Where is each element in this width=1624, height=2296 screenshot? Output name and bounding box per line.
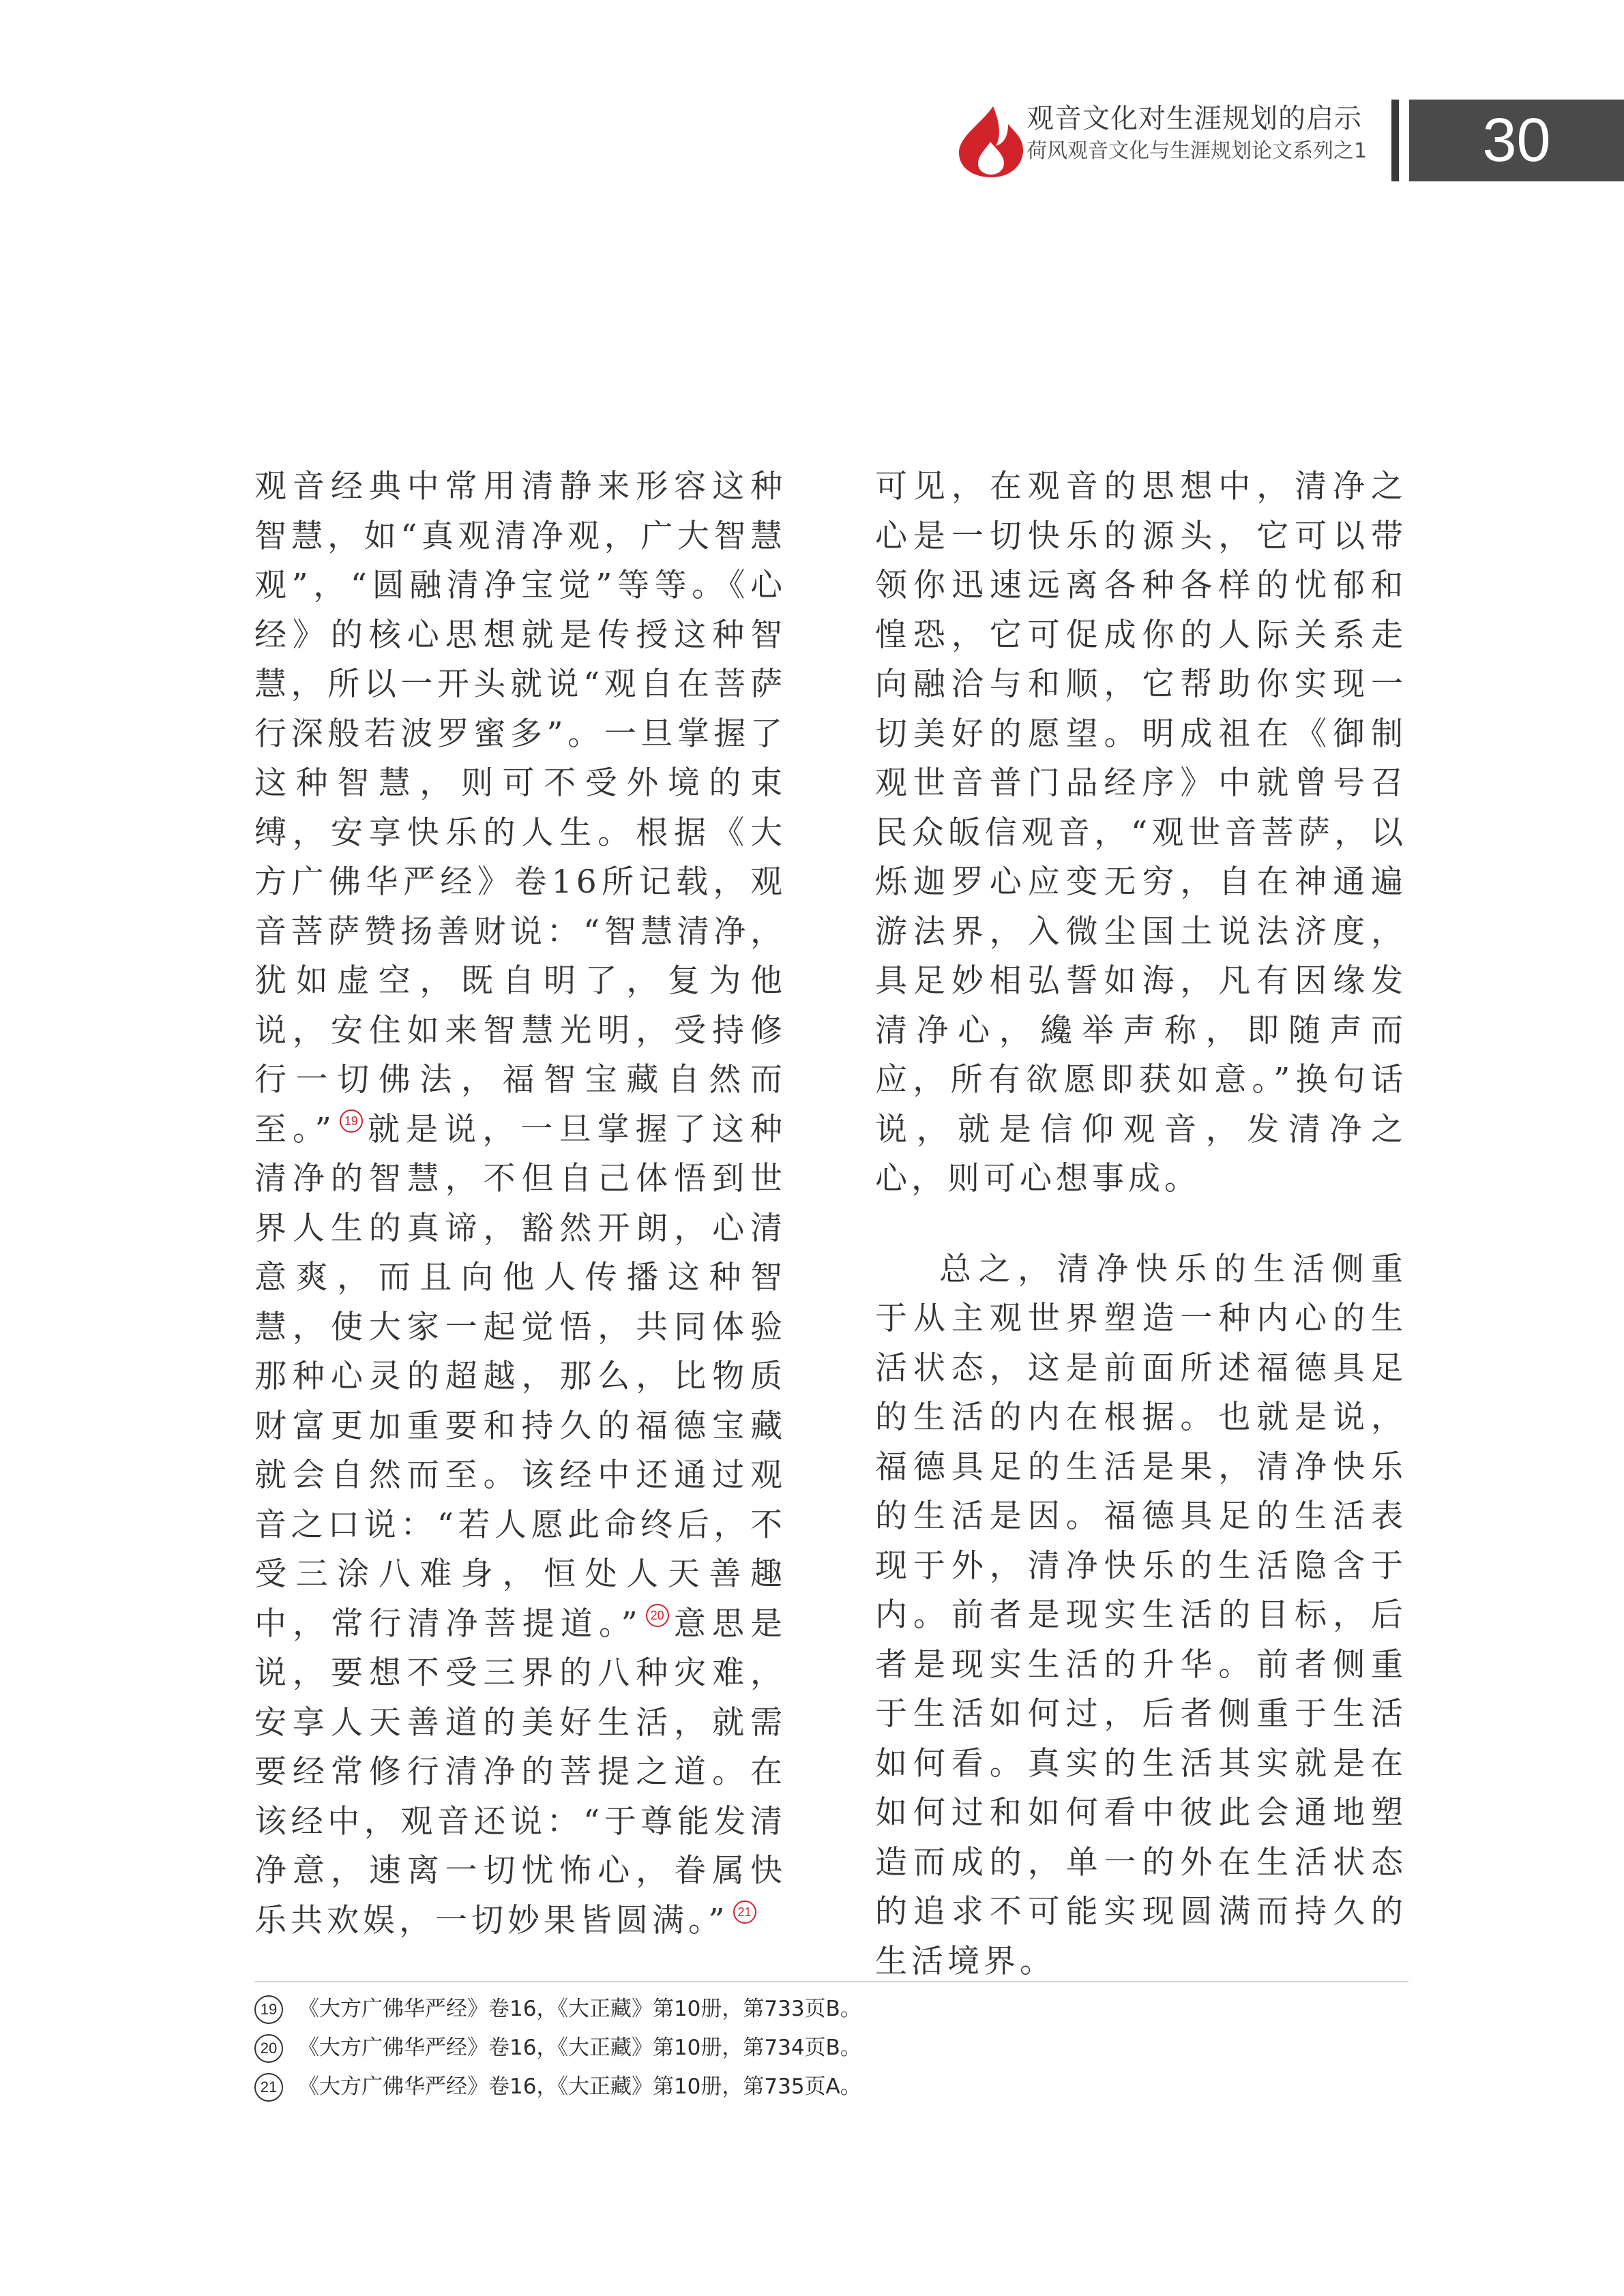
footnote-item (254, 2068, 1408, 2106)
left-paragraph (254, 462, 786, 1945)
header-subtitle: 荷风观音文化与生涯规划论文系列之1 (1027, 139, 1368, 163)
footnote-item (254, 1990, 1408, 2029)
footnote-item (254, 2029, 1408, 2068)
right-column (875, 462, 1407, 1986)
header-divider-bar (1391, 100, 1399, 181)
right-paragraph-1: 可见，在观音的思想中，清净之心是一切快乐的源头，它可以带领你迅速远离各种各样的忧郁和惶恐，它可促成你的人际关系走向融洽与和顺，它帮助你实现一切美好的愿望。明成祖在《御制观世音普门品经序》中就曾号召民众皈信观音，“观世音菩萨，以烁迦罗心应变无穷，自在神通遍游法界，入微尘国土说法济度，具足妙相弘誓如海，凡有因缘发清净心，纔举声称，即随声而应，所有欲愿即获如意。”换句话说，就是信仰观音，发清净之心，则可心想事成。 (875, 468, 1407, 1197)
header-title: 观音文化对生涯规划的启示 (1027, 103, 1362, 134)
page-number: 30 (1482, 106, 1551, 175)
footnote-ref-19[interactable]: 19 (340, 1109, 363, 1133)
footnote-text: 《大方广佛华严经》卷16，《大正藏》第10册，第733页B。 (298, 1997, 861, 2021)
footnote-divider (254, 1981, 1408, 1982)
footnotes (254, 1990, 1408, 2106)
footnote-text: 《大方广佛华严经》卷16，《大正藏》第10册，第734页B。 (298, 2036, 861, 2060)
right-paragraph-2: 总之，清净快乐的生活侧重于从主观世界塑造一种内心的生活状态，这是前面所述福德具足的生活的内在根据。也就是说，福德具足的生活是果，清净快乐的生活是因。福德具足的生活表现于外，清净快乐的生活隐含于内。前者是现实生活的目标，后者是现实生活的升华。前者侧重于生活如何过，后者侧重于生活如何看。真实的生活其实就是在如何过和如何看中彼此会通地塑造而成的，单一的外在生活状态的追求不可能实现圆满而持久的生活境界。 (875, 1250, 1407, 1980)
footnote-number: 19 (254, 1995, 283, 2024)
flame-drop-logo-icon (954, 104, 1029, 179)
left-column (254, 462, 786, 1945)
footnote-ref-21[interactable]: 21 (733, 1900, 756, 1924)
footnote-number: 21 (254, 2073, 283, 2102)
left-text-part-2: 就是说，一旦掌握了这种清净的智慧，不但自己体悟到世界人生的真谛，豁然开朗，心清意爽，而且向他人传播这种智慧，使大家一起觉悟，共同体验那种心灵的超越，那么，比物质财富更加重要和持久的福德宝藏就会自然而至。该经中还通过观音之口说：“若人愿此命终后，不受三涂八难身，恒处人天善趣中，常行清净菩提道。” (254, 1110, 787, 1643)
left-text-part-1: 观音经典中常用清静来形容这种智慧，如“真观清净观，广大智慧观”，“圆融清净宝觉”等等。《心经》的核心思想就是传授这种智慧，所以一开头就说“观自在菩萨行深般若波罗蜜多”。一旦掌握了这种智慧，则可不受外境的束缚，安享快乐的人生。根据《大方广佛华严经》卷16所记载，观音菩萨赞扬善财说：“智慧清净，犹如虚空，既自明了，复为他说，安住如来智慧光明，受持修行一切佛法，福智宝藏自然而至。” (254, 468, 786, 1148)
footnote-text: 《大方广佛华严经》卷16，《大正藏》第10册，第735页A。 (298, 2074, 861, 2099)
header-text (1027, 101, 1381, 166)
left-text-part-3: 意思是说，要想不受三界的八种灾难，安享人天善道的美好生活，就需要经常修行清净的菩提之道。在该经中，观音还说：“于尊能发清净意，速离一切忧怖心，眷属快乐共欢娱，一切妙果皆圆满。” (254, 1605, 787, 1939)
footnote-number: 20 (254, 2034, 283, 2063)
footnote-ref-20[interactable]: 20 (646, 1604, 669, 1627)
